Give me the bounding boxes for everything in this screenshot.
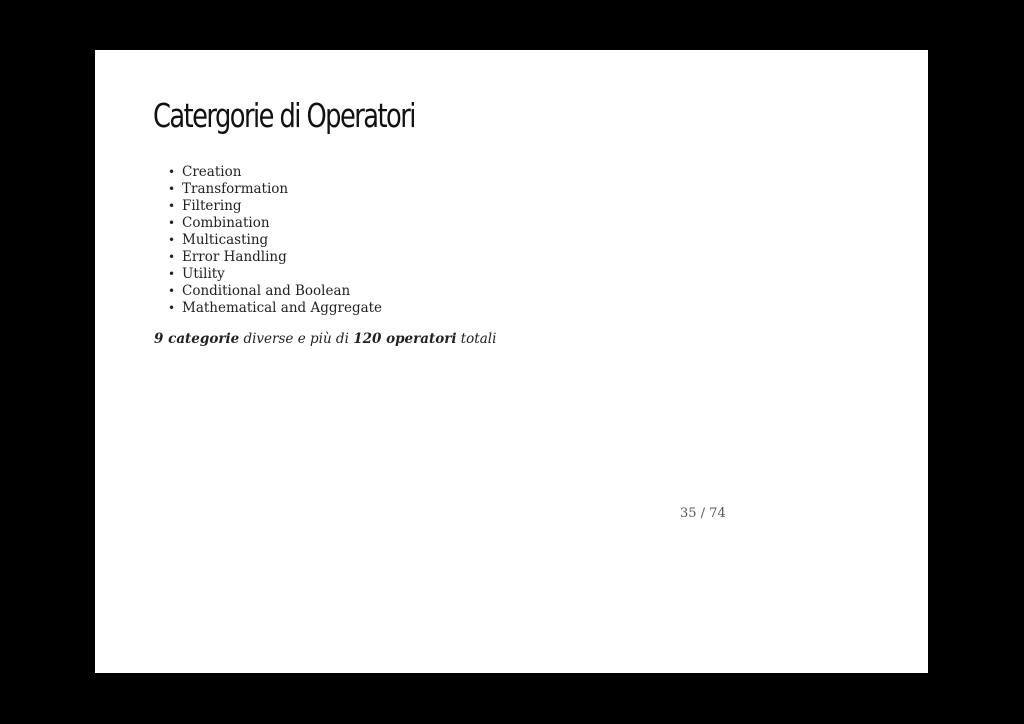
list-item: • Creation [168,164,242,180]
bullet-icon: • [168,301,176,315]
page-number: 35 / 74 [680,506,726,521]
list-item: • Combination [168,215,270,231]
bullet-icon: • [168,199,176,213]
bullet-icon: • [168,284,176,298]
bullet-icon: • [168,267,176,281]
bullet-icon: • [168,250,176,264]
summary-categories-count: 9 categorie [154,331,240,347]
bullet-icon: • [168,216,176,230]
bullet-icon: • [168,165,176,179]
slide [95,50,928,673]
slide-title: Catergorie di Operatori [153,96,415,135]
bullet-icon: • [168,182,176,196]
list-item: • Mathematical and Aggregate [168,300,383,316]
list-item: • Multicasting [168,232,269,248]
list-item: • Conditional and Boolean [168,283,351,299]
list-item: • Transformation [168,181,289,197]
list-item: • Utility [168,266,225,282]
summary-text: 9 categorie diverse e più di 120 operatori totali [154,331,497,347]
bullet-icon: • [168,233,176,247]
operator-category-list [168,164,383,317]
summary-operators-count: 120 operatori [353,331,457,347]
list-item: • Filtering [168,198,242,214]
list-item: • Error Handling [168,249,287,265]
